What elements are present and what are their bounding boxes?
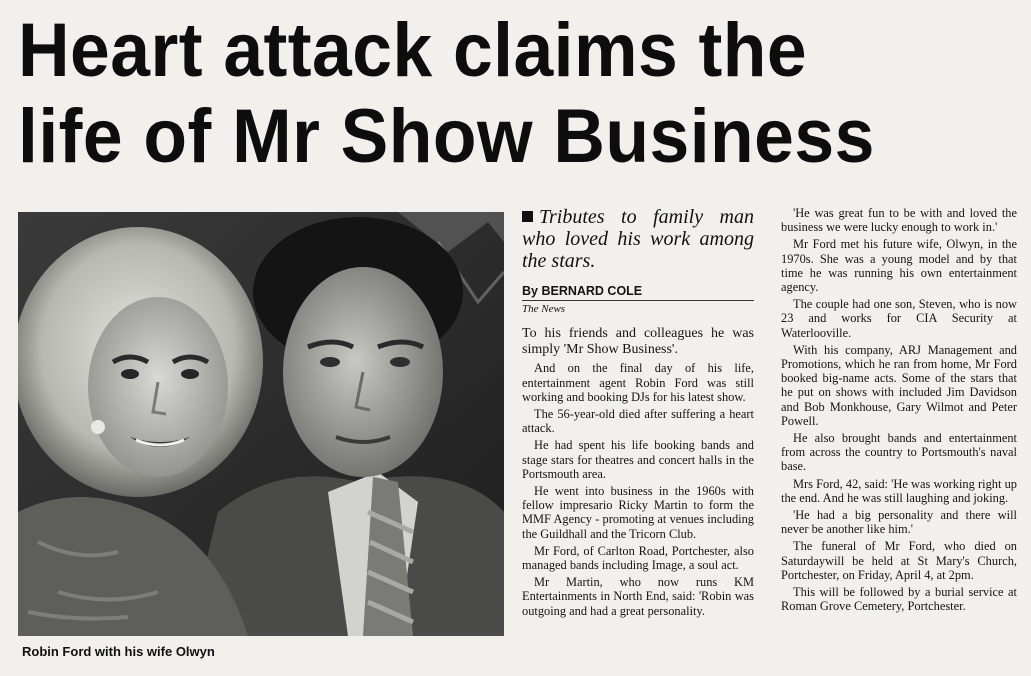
byline: By BERNARD COLE (522, 284, 754, 301)
paragraph: He went into business in the 1960s with fellow impresario Ricky Martin to form the MMF Agency - promoting at venues including the Guildhall and the Tricorn Club. (522, 484, 754, 541)
couple-photo-image (18, 212, 504, 636)
paragraph: Mr Ford, of Carlton Road, Portchester, also managed bands including Image, a soul act. (522, 543, 754, 573)
bullet-square-icon (522, 211, 533, 222)
paragraph: 'He had a big personality and there will never be another like him.' (781, 508, 1017, 537)
article-column-2 (522, 206, 754, 621)
paragraph: The couple had one son, Steven, who is now 23 and works for CIA Security at Waterlooville. (781, 297, 1017, 340)
standfirst (522, 206, 754, 272)
paragraph: 'He was great fun to be with and loved the business we were lucky enough to work in.' (781, 206, 1017, 235)
paragraph: The funeral of Mr Ford, who died on Saturdaywill be held at St Mary's Church, Portchester, on Friday, April 4, at 2pm. (781, 539, 1017, 582)
headline (18, 8, 958, 180)
paragraph: With his company, ARJ Management and Promotions, which he ran from home, Mr Ford booked big-name acts. Some of the stars that he put on shows with included Jim Davidson and Bob Monkhouse, Gary Wilmot and Peter Powell. (781, 342, 1017, 428)
paragraph: This will be followed by a burial service at Roman Grove Cemetery, Portchester. (781, 585, 1017, 614)
standfirst-text: Tributes to family man who loved his work among the stars. (522, 206, 754, 272)
headline-line-2: life of Mr Show Business (18, 94, 875, 179)
paragraph: Mr Martin, who now runs KM Entertainments in North End, said: 'Robin was outgoing and had a great personality. (522, 575, 754, 618)
paragraph: He also brought bands and entertainment from across the country to Portsmouth's naval base. (781, 431, 1017, 474)
photo-caption: Robin Ford with his wife Olwyn (22, 644, 215, 659)
paragraph: And on the final day of his life, entertainment agent Robin Ford was still working and booking DJs for his latest show. (522, 361, 754, 404)
headline-line-1: Heart attack claims the (18, 8, 808, 93)
paragraph: Mrs Ford, 42, said: 'He was working right up the end. And he was still laughing and joking. (781, 476, 1017, 505)
article-column-3 (781, 206, 1017, 616)
source-label: The News (522, 303, 566, 316)
paragraph: The 56-year-old died after suffering a heart attack. (522, 407, 754, 436)
paragraph: Mr Ford met his future wife, Olwyn, in the 1970s. She was a young model and by that time he was running his own entertainment agency. (781, 237, 1017, 295)
paragraph: He had spent his life booking bands and stage stars for theatres and concert halls in the Portsmouth area. (522, 438, 754, 481)
lead-paragraph: To his friends and colleagues he was simply 'Mr Show Business'. (522, 326, 754, 358)
couple-photo (18, 212, 504, 636)
